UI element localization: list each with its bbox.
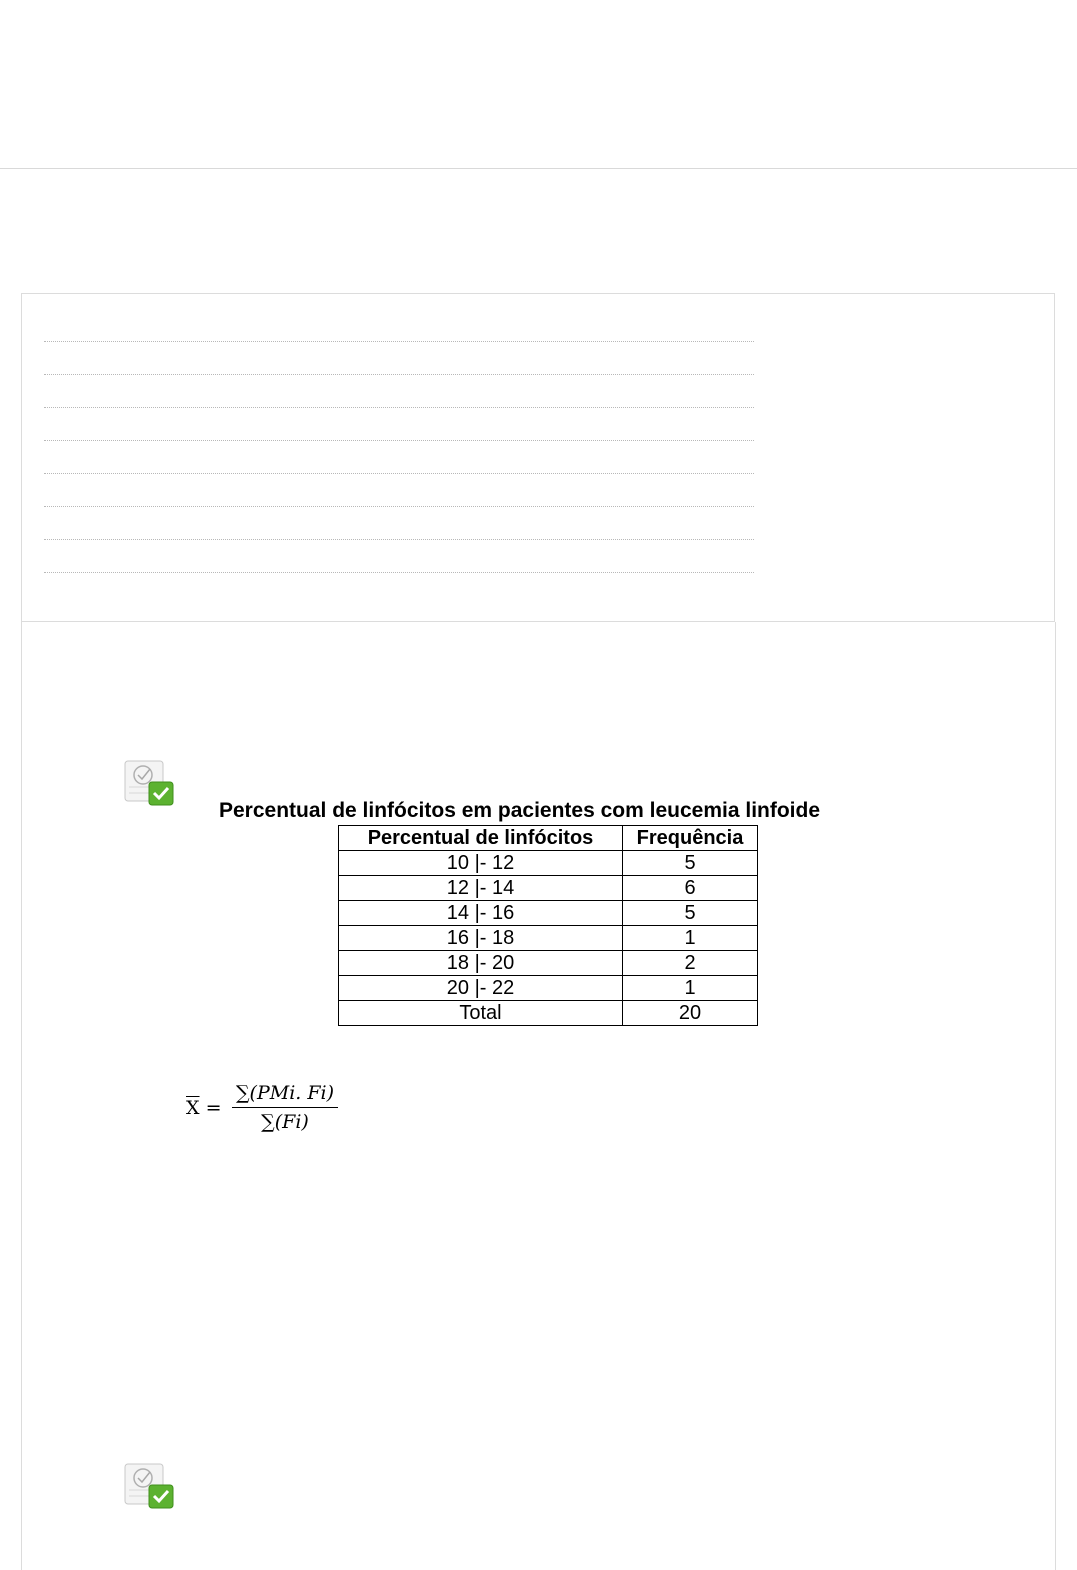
- sigma-symbol: ∑: [235, 1082, 250, 1104]
- answer-line: [44, 407, 754, 408]
- denominator-text: (Fi): [274, 1111, 309, 1133]
- table-cell: 2: [623, 951, 758, 976]
- table-cell: 12 |- 14: [339, 876, 623, 901]
- table-row: [339, 951, 758, 976]
- formula-fraction: [232, 1080, 338, 1135]
- answer-card: [21, 293, 1055, 622]
- numerator-text: (PMi. Fi): [249, 1082, 335, 1104]
- table-cell: 5: [623, 901, 758, 926]
- table-cell: 14 |- 16: [339, 901, 623, 926]
- mean-symbol: $\overline{X}$: [186, 1097, 200, 1119]
- table-cell: 20 |- 22: [339, 976, 623, 1001]
- table-row: [339, 876, 758, 901]
- table-total-row: [339, 1001, 758, 1026]
- formula-lhs: [186, 1097, 222, 1119]
- table-cell: 16 |- 18: [339, 926, 623, 951]
- answer-line: [44, 440, 754, 441]
- fraction-bar: [232, 1107, 338, 1108]
- sigma-symbol: ∑: [261, 1111, 275, 1133]
- table-cell: 5: [623, 851, 758, 876]
- formula-denominator: [232, 1109, 338, 1135]
- table-row: [339, 926, 758, 951]
- table-cell: 18 |- 20: [339, 951, 623, 976]
- table-cell: 6: [623, 876, 758, 901]
- frequency-table: [338, 825, 758, 1026]
- question-frame: [21, 622, 1056, 1570]
- table-cell: 20: [623, 1001, 758, 1026]
- formula-numerator: [232, 1080, 338, 1106]
- question-checked-icon: [123, 757, 175, 807]
- answer-line: [44, 473, 754, 474]
- table-row: [339, 976, 758, 1001]
- header-divider: [0, 168, 1077, 169]
- answer-line: [44, 506, 754, 507]
- column-header: Frequência: [623, 826, 758, 851]
- answer-line: [44, 539, 754, 540]
- table-title: Percentual de linfócitos em pacientes com leucemia linfoide: [219, 799, 821, 822]
- table-cell: 1: [623, 976, 758, 1001]
- table-cell: 1: [623, 926, 758, 951]
- table-header-row: [339, 826, 758, 851]
- question-checked-icon: [123, 1460, 175, 1510]
- answer-line: [44, 374, 754, 375]
- equals-sign: =: [205, 1097, 222, 1119]
- table-cell: 10 |- 12: [339, 851, 623, 876]
- answer-line: [44, 572, 754, 573]
- column-header: Percentual de linfócitos: [339, 826, 623, 851]
- table-row: [339, 901, 758, 926]
- table-cell: Total: [339, 1001, 623, 1026]
- answer-line: [44, 341, 754, 342]
- table-row: [339, 851, 758, 876]
